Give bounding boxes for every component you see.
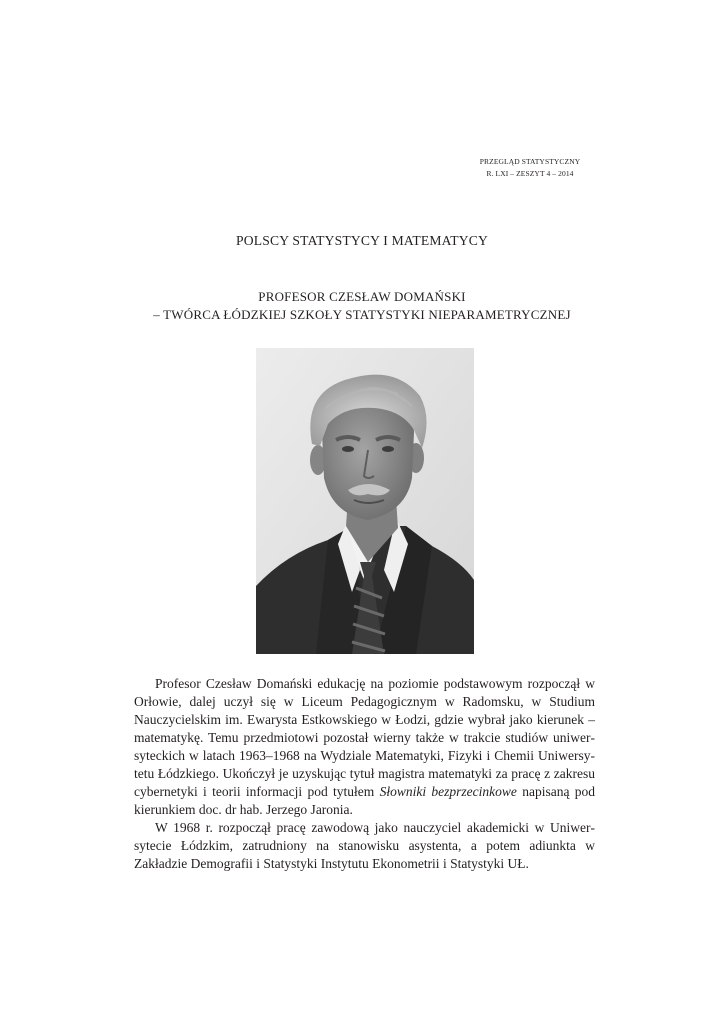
paragraph-text: napisaną pod kierunkiem doc. dr hab. Jerzego Jaronia. bbox=[134, 784, 596, 817]
paragraph-text: Profesor Czesław Domański edukację na poziomie podstawowym rozpoczął w Orłowie, dalej uczył się w Liceum Pedagogicznym w Radomsku, w Studium Nauczycielskim im. Ewarysta Estkowskiego w Łodzi, gdzie wybrał jako kierunek – matematykę. Temu przedmiotowi pozostał wierny także w trakcie studiów uniwersyteckich w latach 1963–1968 na Wydziale Matematyki, Fizyki i Chemii Uniwersytetu Łódzkiego. Ukończył je uzyskując tytuł magistra matematyki za pracę z zakresu cybernetyki i teorii informacji pod tytułem bbox=[134, 676, 595, 799]
paragraph bbox=[134, 675, 595, 819]
article-title bbox=[0, 288, 724, 323]
paragraph bbox=[134, 819, 595, 873]
issue-info: R. LXI – ZESZYT 4 – 2014 bbox=[486, 169, 574, 178]
section-title: POLSCY STATYSTYCY I MATEMATYCY bbox=[235, 233, 488, 248]
paragraph-text: W 1968 r. rozpoczął pracę zawodową jako nauczyciel akademicki w Uniwersytecie Łódzkim, zatrudniony na stanowisku asystenta, a potem adiunkta w Zakładzie Demografii i Statystyki Instytutu Ekonometrii i Statystyki UŁ. bbox=[134, 820, 595, 871]
running-head bbox=[465, 156, 595, 180]
article-title-line-2: – TWÓRCA ŁÓDZKIEJ SZKOŁY STATYSTYKI NIEPARAMETRYCZNEJ bbox=[153, 306, 571, 322]
thesis-title: Słowniki bezprzecinkowe bbox=[379, 784, 517, 799]
journal-name: PRZEGLĄD STATYSTYCZNY bbox=[479, 157, 581, 166]
portrait-photo bbox=[256, 348, 474, 654]
article-title-line-1: PROFESOR CZESŁAW DOMAŃSKI bbox=[258, 289, 466, 304]
portrait-illustration bbox=[256, 348, 474, 654]
article-body bbox=[134, 675, 595, 873]
